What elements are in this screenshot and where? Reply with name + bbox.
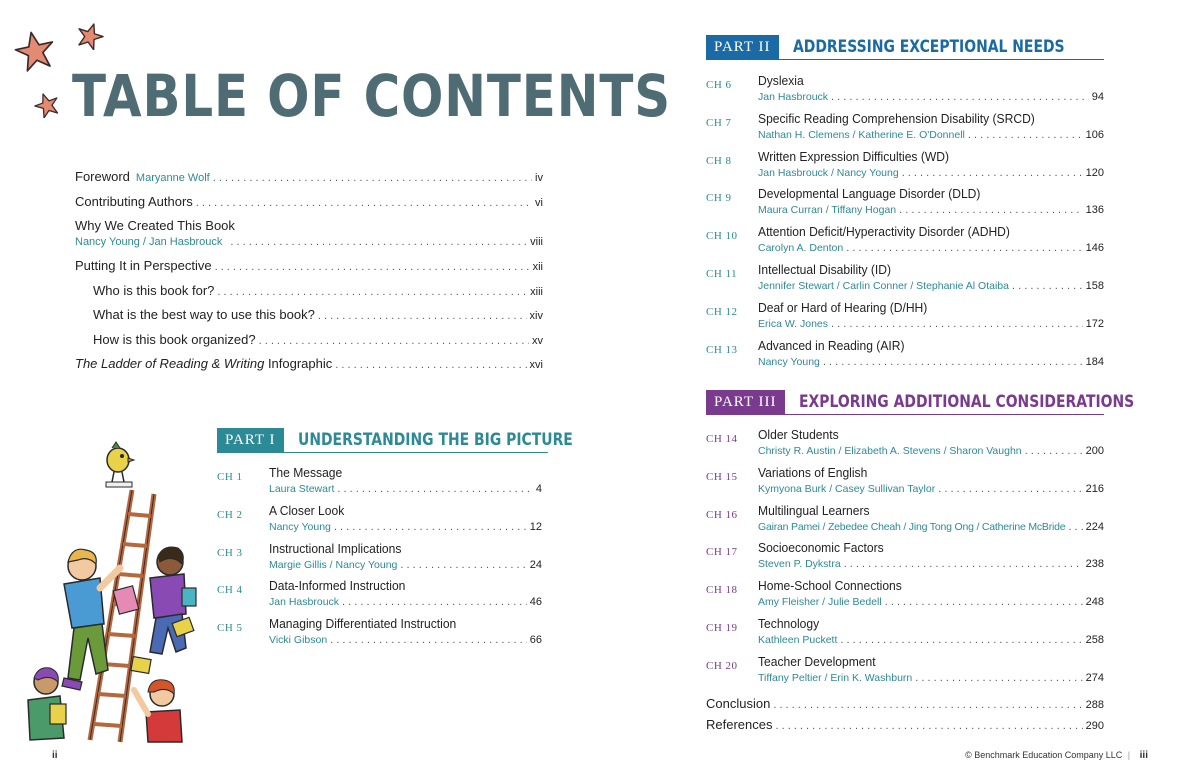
chapter-author: Kathleen Puckett bbox=[758, 633, 838, 646]
front-matter-list bbox=[75, 168, 543, 380]
chapter-number: CH 20 bbox=[706, 659, 738, 672]
leader-dots bbox=[342, 595, 527, 609]
chapter-author: Jan Hasbrouck / Nancy Young bbox=[758, 166, 899, 179]
chapter-page: 106 bbox=[1085, 128, 1104, 141]
chapter-page: 94 bbox=[1091, 91, 1104, 103]
chapter-page: 216 bbox=[1085, 482, 1104, 495]
chapter-page: 4 bbox=[535, 483, 542, 495]
leader-dots bbox=[213, 169, 532, 187]
chapter-page: 12 bbox=[529, 520, 542, 533]
entry-page: xiv bbox=[529, 310, 543, 322]
chapter-number: CH 13 bbox=[706, 343, 738, 356]
chapter-author: Jan Hasbrouck bbox=[269, 596, 340, 609]
entry-title-rest: Infographic bbox=[264, 356, 333, 371]
chapter-author: Jan Hasbrouck bbox=[758, 91, 829, 103]
part-header bbox=[706, 35, 1124, 59]
chapter-entry[interactable] bbox=[706, 578, 1104, 616]
chapter-entry[interactable] bbox=[706, 300, 1104, 338]
chapter-number: CH 19 bbox=[706, 621, 738, 634]
chapter-number: CH 18 bbox=[706, 584, 738, 597]
chapter-entry[interactable] bbox=[706, 73, 1104, 111]
entry-author: Nancy Young / Jan Hasbrouck bbox=[75, 236, 223, 248]
entry-title: Who is this book for? bbox=[93, 282, 215, 298]
part-name: EXPLORING ADDITIONAL CONSIDERATIONS bbox=[798, 392, 1134, 412]
chapter-title: Deaf or Hard of Hearing (D/HH) bbox=[758, 299, 928, 315]
page-number-right: iii bbox=[1139, 750, 1148, 761]
entry-title: References bbox=[706, 716, 773, 732]
chapter-title: Dyslexia bbox=[758, 73, 804, 88]
page-number-left: ii bbox=[52, 750, 58, 761]
entry-title: Putting It in Perspective bbox=[75, 258, 212, 273]
page-title: TABLE OF CONTENTS bbox=[72, 62, 672, 130]
toc-entry[interactable] bbox=[706, 696, 1104, 717]
chapter-number: CH 6 bbox=[706, 79, 732, 91]
leader-dots bbox=[775, 720, 1082, 732]
chapter-entry[interactable] bbox=[706, 465, 1104, 503]
chapter-title: Variations of English bbox=[758, 464, 868, 480]
chapter-list-part-2 bbox=[706, 73, 1104, 375]
leader-dots bbox=[915, 671, 1082, 685]
leader-dots bbox=[844, 557, 1083, 571]
chapter-author: Nancy Young bbox=[269, 520, 331, 533]
leader-dots bbox=[840, 633, 1082, 647]
chapter-page: 146 bbox=[1085, 242, 1104, 255]
chapter-title: Written Expression Difficulties (WD) bbox=[758, 148, 950, 164]
chapter-number: CH 9 bbox=[706, 192, 732, 205]
toc-entry[interactable] bbox=[75, 282, 543, 307]
leader-dots bbox=[773, 699, 1082, 711]
leader-dots bbox=[902, 166, 1083, 180]
part-name: ADDRESSING EXCEPTIONAL NEEDS bbox=[792, 37, 1065, 57]
toc-entry[interactable] bbox=[75, 355, 543, 380]
chapter-title: Home-School Connections bbox=[758, 578, 902, 594]
chapter-author: Margie Gillis / Nancy Young bbox=[269, 558, 398, 571]
entry-author: Maryanne Wolf bbox=[135, 172, 210, 184]
toc-entry[interactable] bbox=[75, 257, 543, 282]
chapter-page: 172 bbox=[1085, 317, 1104, 330]
chapter-page: 224 bbox=[1085, 520, 1104, 533]
chapter-number: CH 14 bbox=[706, 433, 738, 445]
ladder-illustration bbox=[20, 438, 200, 744]
chapter-author: Laura Stewart bbox=[269, 483, 335, 495]
chapter-page: 66 bbox=[529, 634, 542, 647]
entry-page: xiii bbox=[530, 285, 543, 298]
chapter-entry[interactable] bbox=[706, 427, 1104, 465]
leader-dots bbox=[259, 332, 529, 350]
star-icon bbox=[76, 22, 104, 50]
chapter-author: Christy R. Austin / Elizabeth A. Stevens / Sharon Vaughn bbox=[758, 445, 1022, 457]
chapter-entry[interactable] bbox=[217, 503, 542, 541]
chapter-number: CH 2 bbox=[217, 508, 243, 521]
chapter-author: Vicki Gibson bbox=[269, 634, 328, 647]
chapter-number: CH 15 bbox=[706, 470, 738, 483]
entry-title-italic: The Ladder of Reading & Writing bbox=[75, 356, 265, 371]
chapter-entry[interactable] bbox=[706, 540, 1104, 578]
chapter-page: 158 bbox=[1085, 279, 1104, 292]
leader-dots bbox=[1068, 520, 1082, 534]
leader-dots bbox=[400, 558, 526, 572]
entry-page: xv bbox=[532, 334, 543, 347]
toc-entry[interactable] bbox=[75, 217, 543, 251]
entry-page: vi bbox=[535, 196, 543, 209]
chapter-author: Steven P. Dykstra bbox=[758, 558, 841, 571]
star-icon bbox=[14, 30, 56, 72]
leader-dots bbox=[968, 128, 1083, 142]
chapter-page: 24 bbox=[529, 558, 542, 571]
chapter-author: Tiffany Peltier / Erin K. Washburn bbox=[758, 671, 913, 684]
chapter-entry[interactable] bbox=[706, 338, 1104, 376]
chapter-entry[interactable] bbox=[217, 465, 542, 503]
part-tag: PART I bbox=[217, 428, 284, 452]
chapter-title: Multilingual Learners bbox=[758, 502, 870, 518]
toc-entry[interactable] bbox=[75, 193, 543, 218]
chapter-title: Older Students bbox=[758, 427, 839, 442]
entry-page: iv bbox=[535, 172, 543, 184]
chapter-page: 184 bbox=[1085, 355, 1104, 368]
entry-page: 290 bbox=[1085, 719, 1104, 732]
chapter-page: 274 bbox=[1085, 671, 1104, 684]
chapter-page: 200 bbox=[1085, 445, 1104, 457]
chapter-title: Managing Differentiated Instruction bbox=[269, 616, 457, 632]
chapter-entry[interactable] bbox=[706, 111, 1104, 149]
chapter-page: 248 bbox=[1085, 596, 1104, 609]
entry-page: xii bbox=[532, 261, 543, 273]
chapter-list-part-1 bbox=[217, 465, 542, 654]
chapter-entry[interactable] bbox=[217, 541, 542, 579]
leader-dots bbox=[334, 520, 527, 534]
chapter-author: Nancy Young bbox=[758, 355, 820, 368]
chapter-title: Advanced in Reading (AIR) bbox=[758, 337, 905, 353]
part-tag: PART III bbox=[706, 390, 785, 414]
chapter-number: CH 17 bbox=[706, 546, 738, 559]
leader-dots bbox=[196, 194, 532, 212]
chapter-entry[interactable] bbox=[706, 262, 1104, 300]
entry-title: Contributing Authors bbox=[75, 193, 193, 209]
chapter-entry[interactable] bbox=[706, 149, 1104, 187]
chapter-page: 258 bbox=[1085, 633, 1104, 646]
chapter-author: Nathan H. Clemens / Katherine E. O'Donnell bbox=[758, 128, 965, 141]
chapter-title: Attention Deficit/Hyperactivity Disorder (ADHD) bbox=[758, 224, 1010, 240]
chapter-number: CH 12 bbox=[706, 305, 738, 318]
leader-dots bbox=[885, 595, 1083, 609]
chapter-title: Teacher Development bbox=[758, 653, 876, 669]
leader-dots bbox=[938, 482, 1082, 496]
entry-title: Conclusion bbox=[706, 696, 771, 711]
leader-dots bbox=[831, 317, 1083, 331]
chapter-number: CH 5 bbox=[217, 622, 243, 635]
toc-entry[interactable] bbox=[706, 717, 1104, 738]
chapter-page: 120 bbox=[1085, 166, 1104, 179]
chapter-number: CH 7 bbox=[706, 116, 732, 129]
leader-dots bbox=[823, 355, 1083, 369]
chapter-list-part-3 bbox=[706, 427, 1104, 692]
chapter-number: CH 10 bbox=[706, 230, 738, 243]
entry-title: How is this book organized? bbox=[93, 331, 256, 347]
leader-dots bbox=[1012, 279, 1083, 293]
chapter-author: Maura Curran / Tiffany Hogan bbox=[758, 204, 897, 217]
leader-dots bbox=[846, 241, 1082, 255]
entry-page: 288 bbox=[1085, 699, 1104, 711]
leader-dots bbox=[1025, 444, 1083, 458]
leader-dots bbox=[318, 307, 527, 325]
leader-dots bbox=[337, 482, 533, 496]
chapter-number: CH 8 bbox=[706, 154, 732, 167]
chapter-title: Data-Informed Instruction bbox=[269, 578, 406, 594]
entry-title: What is the best way to use this book? bbox=[93, 307, 315, 322]
leader-dots bbox=[831, 90, 1089, 104]
chapter-entry[interactable] bbox=[706, 186, 1104, 224]
chapter-author: Jennifer Stewart / Carlin Conner / Stephanie Al Otaiba bbox=[758, 279, 1009, 292]
leader-dots bbox=[230, 235, 527, 249]
toc-entry[interactable] bbox=[75, 168, 543, 193]
chapter-number: CH 1 bbox=[217, 471, 243, 483]
part-header bbox=[217, 428, 633, 452]
chapter-title: Intellectual Disability (ID) bbox=[758, 261, 892, 277]
chapter-entry[interactable] bbox=[706, 616, 1104, 654]
chapter-title: The Message bbox=[269, 465, 343, 480]
chapter-page: 46 bbox=[529, 596, 542, 609]
chapter-author: Carolyn A. Denton bbox=[758, 242, 844, 255]
leader-dots bbox=[217, 283, 527, 301]
back-matter-list bbox=[706, 696, 1104, 737]
part-rule bbox=[706, 414, 1104, 415]
part-rule bbox=[217, 452, 548, 453]
chapter-author: Erica W. Jones bbox=[758, 317, 829, 330]
entry-page: viii bbox=[530, 236, 543, 248]
chapter-title: Specific Reading Comprehension Disability (SRCD) bbox=[758, 110, 1035, 126]
toc-entry[interactable] bbox=[75, 331, 543, 356]
chapter-title: A Closer Look bbox=[269, 502, 345, 518]
leader-dots bbox=[330, 633, 527, 647]
leader-dots bbox=[335, 356, 526, 374]
chapter-author: Amy Fleisher / Julie Bedell bbox=[758, 596, 882, 609]
footer-copyright: © Benchmark Education Company LLC | iii bbox=[965, 750, 1148, 761]
chapter-number: CH 4 bbox=[217, 584, 243, 597]
chapter-number: CH 11 bbox=[706, 267, 738, 280]
star-icon bbox=[34, 92, 60, 118]
chapter-title: Socioeconomic Factors bbox=[758, 540, 884, 556]
entry-title: Why We Created This Book bbox=[75, 218, 235, 233]
chapter-entry[interactable] bbox=[217, 578, 542, 616]
chapter-title: Developmental Language Disorder (DLD) bbox=[758, 186, 981, 202]
chapter-page: 136 bbox=[1085, 204, 1104, 217]
part-rule bbox=[706, 59, 1104, 60]
leader-dots bbox=[899, 203, 1083, 217]
chapter-entry[interactable] bbox=[706, 654, 1104, 692]
part-name: UNDERSTANDING THE BIG PICTURE bbox=[297, 430, 573, 450]
chapter-page: 238 bbox=[1085, 558, 1104, 571]
chapter-number: CH 3 bbox=[217, 546, 243, 559]
part-header bbox=[706, 390, 1200, 414]
chapter-entry[interactable] bbox=[706, 224, 1104, 262]
copyright-text: © Benchmark Education Company LLC bbox=[965, 750, 1123, 760]
chapter-author: Gairan Pamei / Zebedee Cheah / Jing Tong Ong / Catherine McBride bbox=[758, 520, 1066, 533]
entry-title: Foreword bbox=[75, 169, 130, 184]
leader-dots bbox=[215, 258, 530, 276]
chapter-title: Instructional Implications bbox=[269, 540, 402, 556]
chapter-entry[interactable] bbox=[217, 616, 542, 654]
chapter-author: Kymyona Burk / Casey Sullivan Taylor bbox=[758, 482, 936, 495]
entry-page: xvi bbox=[529, 359, 543, 371]
toc-entry[interactable] bbox=[75, 306, 543, 331]
part-tag: PART II bbox=[706, 35, 779, 59]
chapter-number: CH 16 bbox=[706, 508, 738, 521]
chapter-entry[interactable] bbox=[706, 503, 1104, 541]
chapter-title: Technology bbox=[758, 615, 820, 631]
